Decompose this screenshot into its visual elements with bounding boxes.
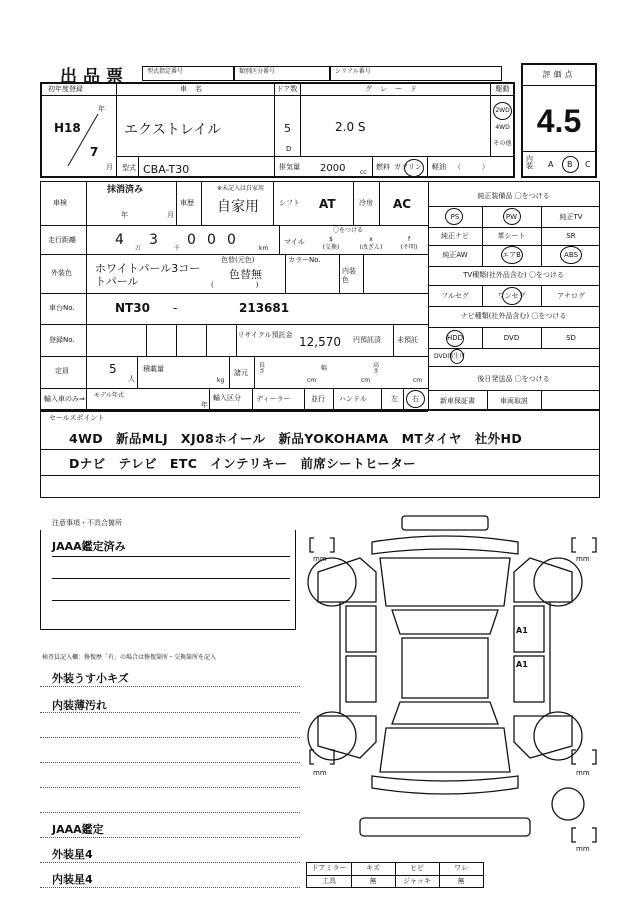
equip-tv: 純正TV — [559, 213, 583, 221]
notes-line-1: JAAA鑑定済み — [52, 540, 126, 553]
fuel-diesel: 軽油 — [432, 163, 446, 171]
chassis-label: 車台No. — [49, 304, 75, 312]
import-dealer: ディーラー — [256, 395, 291, 403]
equip-ps: PS — [450, 213, 460, 221]
damage-mark-1: A1 — [516, 626, 528, 635]
mileage-man: 万 — [135, 245, 142, 252]
aircon-value: AC — [393, 197, 412, 211]
color-label: 外装色 — [51, 269, 72, 277]
acc-mirror: ドアミラー — [311, 864, 347, 872]
serial-label: シリアル番号 — [335, 68, 371, 75]
category-box — [234, 66, 330, 81]
chassis-dash: - — [173, 301, 178, 315]
sales-line-2: Dナビ テレビ ETC インテリキー 前席シートヒーター — [69, 456, 417, 471]
import-class: 輸入区分 — [213, 394, 241, 402]
mileage-m1b: (交換) — [322, 244, 340, 251]
doors-label: ドア数 — [276, 85, 298, 93]
interior-b-circle — [562, 156, 579, 173]
width-cm: cm — [361, 377, 371, 384]
month-unit: 月 — [106, 163, 113, 171]
color-change-paren: ( ) — [211, 281, 259, 289]
doors-unit: D — [286, 145, 292, 153]
mileage-m1: $ — [329, 236, 333, 243]
capacity-value: 5 — [109, 362, 117, 376]
import-handle: ハンドル — [339, 395, 367, 403]
after-title: 後日発送品 〇をつける — [477, 375, 550, 383]
model-value: CBA-T30 — [143, 163, 190, 176]
dims-label: 諸元 — [234, 369, 248, 377]
mm-label-4: mm — [576, 769, 590, 777]
height-cm: cm — [413, 377, 423, 384]
recycle-paid: 円預託済 — [353, 336, 381, 344]
recycle-label: リサイクル預託金 — [237, 331, 293, 339]
inspection-label: 車検 — [53, 199, 67, 207]
mileage-digit-3: 0 — [187, 232, 196, 248]
car-name-label: 車名 — [180, 85, 210, 93]
acc-break: ワレ — [454, 864, 468, 872]
inspection-year: 年 — [121, 211, 128, 219]
import-model-year: モデル年式 — [94, 392, 124, 399]
first-reg-label: 初年度登録 — [48, 85, 83, 93]
load-kg: kg — [217, 377, 225, 384]
capacity-label: 定員 — [55, 367, 69, 375]
handle-left: 左 — [391, 395, 398, 403]
length-cm: cm — [307, 377, 317, 384]
mileage-m3b: (不明) — [400, 244, 418, 251]
mileage-label: 走行距離 — [48, 236, 76, 244]
handle-right-circle — [406, 390, 425, 408]
equip-sr: SR — [566, 232, 576, 240]
equip-airbag: エアB — [502, 251, 521, 259]
tv-title: TV種類(社外品含む) 〇をつける — [463, 271, 564, 279]
interior-score-label: 内装 — [526, 155, 533, 170]
displacement-label: 排気量 — [279, 163, 300, 171]
length-label: 長さ — [259, 362, 266, 375]
load-label: 積載量 — [143, 365, 164, 373]
page-title: 出品票 — [60, 67, 129, 87]
color-change-label: 色替(元色) — [221, 256, 255, 264]
after-manual: 車両取説 — [500, 397, 528, 405]
equip-leather: 革シート — [497, 232, 526, 240]
inspector-line-9: 内装星4 — [52, 873, 93, 886]
recycle-value: 12,570 — [299, 335, 341, 349]
tv-oneseg-circle — [502, 287, 522, 305]
rating-label: 評価点 — [542, 70, 576, 79]
acc-crack: ヒビ — [410, 864, 424, 872]
mileage-sen: 千 — [174, 245, 181, 252]
rating-score: 4.5 — [536, 103, 582, 139]
equip-abs-circle — [560, 246, 582, 264]
displacement-unit: cc — [360, 169, 367, 176]
acc-jack-value: 無 — [457, 877, 465, 885]
height-label: 高さ — [373, 362, 380, 375]
mileage-m2: x — [369, 236, 373, 243]
shift-value: AT — [319, 197, 336, 211]
import-year: 年 — [201, 401, 208, 409]
tv-oneseg: ワンセグ — [497, 292, 526, 300]
mm-label-1: mm — [313, 555, 327, 563]
mileage-digit-5: 0 — [227, 232, 236, 248]
fuel-gasoline-circle — [404, 159, 424, 177]
mm-label-2: mm — [576, 555, 590, 563]
equip-pw: PW — [505, 213, 518, 221]
fuel-gasoline: ガソリン — [394, 163, 422, 171]
import-parallel: 並行 — [311, 395, 325, 403]
doors-value: 5 — [284, 122, 291, 135]
sales-label: セールスポイント — [49, 414, 105, 422]
chassis-prefix: NT30 — [115, 301, 150, 315]
history-label: 車歴 — [180, 199, 194, 207]
mileage-digit-4: 0 — [207, 232, 216, 248]
model-code-label: 型式指定番号 — [147, 68, 184, 75]
sales-block — [40, 410, 600, 498]
drive-label: 駆動 — [495, 85, 510, 93]
drive-4wd: 4WD — [495, 124, 510, 131]
category-label: 類別区分番号 — [239, 68, 276, 75]
inspection-month: 月 — [167, 211, 174, 219]
acc-scratch: キズ — [366, 864, 380, 872]
mileage-digit-2: 3 — [149, 232, 158, 248]
regno-label: 登録No. — [49, 336, 75, 344]
inspector-line-2: 内装薄汚れ — [52, 699, 107, 712]
detail-block — [40, 181, 600, 410]
car-name: エクストレイル — [124, 122, 222, 138]
recycle-unpaid: 未預託 — [397, 336, 418, 344]
import-label: 輸入車のみ⇒ — [44, 395, 85, 403]
first-reg-month: 7 — [90, 145, 99, 159]
first-reg-year: H18 — [54, 121, 81, 135]
tv-analog: アナログ — [557, 292, 585, 300]
acc-tools: 工具 — [322, 877, 336, 885]
model-code-box — [142, 66, 234, 81]
equip-ps-circle — [445, 208, 463, 225]
tv-fullseg: フルセグ — [441, 292, 469, 300]
equip-airbag-circle — [501, 246, 523, 264]
inspector-line-8: 外装星4 — [52, 848, 93, 861]
fuel-other: （ ） — [454, 163, 489, 171]
mm-label-3: mm — [313, 769, 327, 777]
equipment-title: 純正装備品 〇をつける — [477, 192, 550, 200]
capacity-unit: 人 — [128, 375, 135, 383]
damage-mark-2: A1 — [516, 660, 528, 669]
grade-value: 2.0 S — [335, 120, 366, 134]
navi-title: ナビ種類(社外品含む) 〇をつける — [460, 312, 567, 320]
vehicle-block — [40, 82, 515, 178]
mileage-circle-note: 〇をつける — [333, 227, 364, 234]
equip-abs: ABS — [564, 251, 578, 259]
navi-hdd-circle — [446, 330, 464, 347]
history-value: 自家用 — [217, 199, 259, 215]
equip-pw-circle — [503, 208, 521, 225]
serial-box — [330, 66, 502, 81]
color-change-value: 色替無 — [229, 268, 262, 281]
aircon-label: 冷房 — [359, 199, 373, 207]
navi-dvd-play: DVD再生可 — [434, 353, 466, 360]
drive-2wd-circle — [493, 102, 512, 120]
sales-line-1: 4WD 新品MLJ XJ08ホイール 新品YOKOHAMA MTタイヤ 社外HD — [69, 431, 523, 446]
color-value: ホワイトパール3コートパール — [95, 262, 201, 288]
equip-navi: 純正ナビ — [441, 232, 469, 240]
width-label: 幅 — [321, 365, 328, 372]
acc-jack: ジャッキ — [403, 877, 431, 885]
handle-right: 右 — [412, 395, 419, 403]
notes-label: 注意事項・不具合箇所 — [52, 519, 122, 527]
mileage-m3: f — [407, 236, 411, 243]
shift-label: シフト — [279, 199, 300, 207]
navi-hdd: HDD — [446, 334, 464, 342]
rating-box — [521, 63, 597, 178]
chassis-number: 213681 — [239, 301, 290, 315]
interior-a: A — [548, 160, 554, 169]
interior-b: B — [567, 160, 573, 169]
accessories-table — [306, 862, 484, 888]
grade-label: グレード — [365, 85, 425, 93]
interior-color-label: 内装色 — [342, 267, 356, 284]
mileage-km: km — [259, 245, 269, 252]
drive-2wd: 2WD — [495, 107, 510, 114]
year-unit: 年 — [98, 105, 105, 113]
car-damage-diagram — [300, 510, 600, 865]
history-note: ※未記入は自家用 — [217, 185, 265, 192]
model-label: 型式 — [122, 164, 136, 172]
inspector-line-1: 外装うす小キズ — [52, 672, 129, 685]
navi-sd: SD — [566, 334, 576, 342]
acc-tools-value: 無 — [369, 877, 377, 885]
mileage-digit-1: 4 — [115, 232, 124, 248]
fuel-label: 燃料 — [376, 163, 390, 171]
mm-label-5: mm — [576, 845, 590, 853]
after-warranty: 新車保証書 — [440, 397, 475, 405]
equip-aw: 純正AW — [442, 251, 468, 259]
interior-c: C — [585, 160, 591, 169]
drive-other: その他 — [493, 140, 512, 147]
inspector-line-7: JAAA鑑定 — [52, 823, 104, 836]
inspection-value: 抹消済み — [107, 185, 144, 195]
mileage-mile: マイル — [284, 238, 305, 246]
navi-dvd-play-circle — [450, 349, 464, 364]
mileage-m2b: (改ざん) — [359, 244, 383, 251]
navi-dvd: DVD — [503, 334, 520, 342]
color-no-label: カラーNo. — [288, 256, 321, 264]
inspector-label: 検査員記入欄：修復歴「有」の場合は修復箇所・交換箇所を記入 — [42, 654, 217, 661]
displacement-value: 2000 — [320, 163, 346, 174]
